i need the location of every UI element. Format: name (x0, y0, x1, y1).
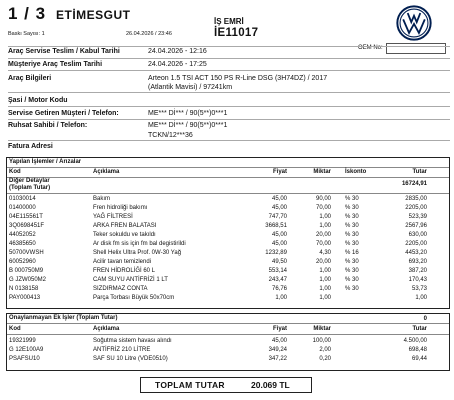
oem-field (386, 43, 446, 54)
col-header-qty: Miktar (313, 169, 331, 175)
group-total: 16724,91 (401, 181, 427, 187)
table-row: PSAFSU10 SAF SU 10 Litre (VDE0510) 347,22 0,20 69,44 (9, 356, 427, 362)
table-row: 04E115561T YAĞ FİLTRESİ 747,70 1,00 % 30 523,39 (9, 214, 427, 220)
table-row: G 12E100A9 ANTİFRİZ 210 LİTRE 349,24 2,00 698,48 (9, 347, 427, 353)
table-row: N 0138158 SIZDIRMAZ CONTA 76,76 1,00 % 30 53,73 (9, 286, 427, 292)
oem-label: OEM No: (358, 45, 383, 51)
branch-name: ETİMESGUT (56, 8, 131, 22)
col-header-desc: Açıklama (93, 326, 120, 332)
section-title: Onaylanmayan Ek İşler (Toplam Tutar) (9, 315, 118, 321)
group-label: Diğer Detaylar (9, 178, 50, 184)
col-header-code: Kod (9, 169, 21, 175)
col-header-code: Kod (9, 326, 21, 332)
col-header-price: Fiyat (272, 169, 287, 175)
print-count: Baskı Sayısı: 1 (8, 31, 45, 37)
page-indicator: 1 / 3 (8, 4, 47, 23)
col-header-total: Tutar (412, 169, 427, 175)
col-header-total: Tutar (412, 326, 427, 332)
document-number: İE11017 (214, 27, 259, 39)
col-header-price: Fiyat (272, 326, 287, 332)
table-row: 50700VWSH Shell Helix Ultra Prof. 0W-30 Yağ 1232,89 4,30 % 16 4453,20 (9, 250, 427, 256)
col-header-discount: İskonto (345, 169, 367, 175)
col-header-qty: Miktar (313, 326, 331, 332)
table-row: 01030014 Bakım 45,00 90,00 % 30 2835,00 (9, 196, 427, 202)
table-row: PAY000413 Parça Torbası Büyük 50x70cm 1,00 1,00 1,00 (9, 295, 427, 301)
table-row: G JZW050M2 CAM SUYU ANTİFRİZİ 1 LT 243,47 1,00 % 30 170,43 (9, 277, 427, 283)
table-row: B 000750M9 FREN HİDROLİĞİ 60 L 553,14 1,00 % 30 387,20 (9, 268, 427, 274)
table-row: 3Q0698451F ARKA FREN BALATASI 3668,51 1,00 % 30 2567,96 (9, 223, 427, 229)
unapproved-works-table (6, 313, 450, 371)
table-row: 19321999 Soğutma sistem havası alındı 45,00 100,00 4.500,00 (9, 338, 427, 344)
grand-total-value: 20.069 TL (251, 380, 290, 390)
table-row: 60052960 Acilir tavan temizlendi 49,50 20,00 % 30 693,20 (9, 259, 427, 265)
print-date: 26.04.2026 / 23:46 (126, 31, 172, 37)
group-sub-label: (Toplam Tutar) (9, 185, 51, 191)
table-row: 44052052 Teker sokuldu ve takıldı 45,00 20,00 % 30 630,00 (9, 232, 427, 238)
col-header-desc: Açıklama (93, 169, 120, 175)
section-title: Yapılan İşlemler / Arızalar (9, 159, 82, 165)
grand-total-label: TOPLAM TUTAR (155, 380, 225, 390)
vw-logo-icon (396, 5, 432, 41)
table-row: 01400000 Fren hidroliği bakımı 45,00 70,00 % 30 2205,00 (9, 205, 427, 211)
work-items-table (6, 157, 450, 309)
grand-total-box (140, 377, 312, 393)
section-total: 0 (423, 316, 427, 322)
document-title: İŞ EMRİ (214, 17, 244, 26)
table-row: 46385650 Ar disk fm sis için fm bal degistirildi 45,00 70,00 % 30 2205,00 (9, 241, 427, 247)
